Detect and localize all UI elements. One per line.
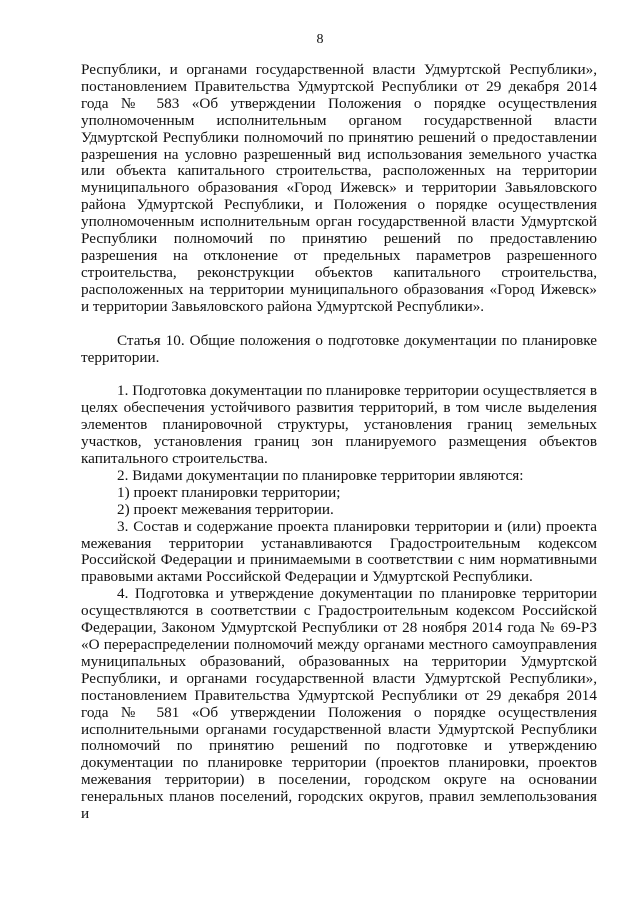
spacer (81, 366, 597, 383)
paragraph-continuation: Республики, и органами государственной власти Удмуртской Республики», постановлением Правительства Удмуртской Республики от 29 декабря 2014 года № 583 «Об утверждении Положения о порядке осуществления уполномоченным исполнительным органом государственной власти Удмуртской Республики полномочий по принятию решений о предоставлении разрешения на условно разрешенный вид использования земельного участка или объекта капитального строительства, расположенных на территории муниципального образования «Город Ижевск» и территории Завьяловского района Удмуртской Республики, и Положения о порядке осуществления уполномоченным исполнительным орган государственной власти Удмуртской Республики полномочий по принятию решений по предоставлению разрешения на отклонение от предельных параметров разрешенного строительства, реконструкции объектов капитального строительства, расположенных на территории муниципального образования «Город Ижевск» и территории Завьяловского района Удмуртской Республики». (81, 61, 597, 315)
spacer (81, 316, 597, 333)
paragraph-item-1: 1. Подготовка документации по планировке территории осуществляется в целях обеспечения устойчивого развития территорий, в том числе выделения элементов планировочной структуры, установления границ земельных участков, установления границ зон планируемого размещения объектов капитального строительства. (81, 382, 597, 468)
list-item-2: 2) проект межевания территории. (117, 500, 334, 518)
document-body (81, 62, 597, 823)
paragraph-item-2: 2. Видами документации по планировке территории являются: (117, 466, 524, 484)
page-number: 8 (316, 32, 324, 47)
list-item-1: 1) проект планировки территории; (117, 483, 341, 501)
paragraph-item-4: 4. Подготовка и утверждение документации по планировке территории осуществляются в соответствии с Градостроительным кодексом Российской Федерации, Законом Удмуртской Республики от 28 ноября 2014 года № 69-РЗ «О перераспределении полномочий между органами местного самоуправления муниципальных образований, образованных на территории Удмуртской Республики, и органами государственной власти Удмуртской Республики», постановлением Правительства Удмуртской Республики от 29 декабря 2014 года № 581 «Об утверждении Положения о порядке осуществления исполнительными органами государственной власти Удмуртской Республики полномочий по принятию решений по подготовке и утверждению документации по планировке территории (проектов планировки, проектов межевания территории) в поселении, городском округе на основании генеральных планов поселений, городских округов, правил землепользования и (81, 585, 597, 823)
paragraph-item-3: 3. Состав и содержание проекта планировки территории и (или) проекта межевания территории устанавливаются Градостроительным кодексом Российской Федерации и принимаемыми в соответствии с ним нормативными правовыми актами Российской Федерации и Удмуртской Республики. (81, 517, 597, 586)
article-heading: Статья 10. Общие положения о подготовке документации по планировке территории. (81, 331, 597, 366)
